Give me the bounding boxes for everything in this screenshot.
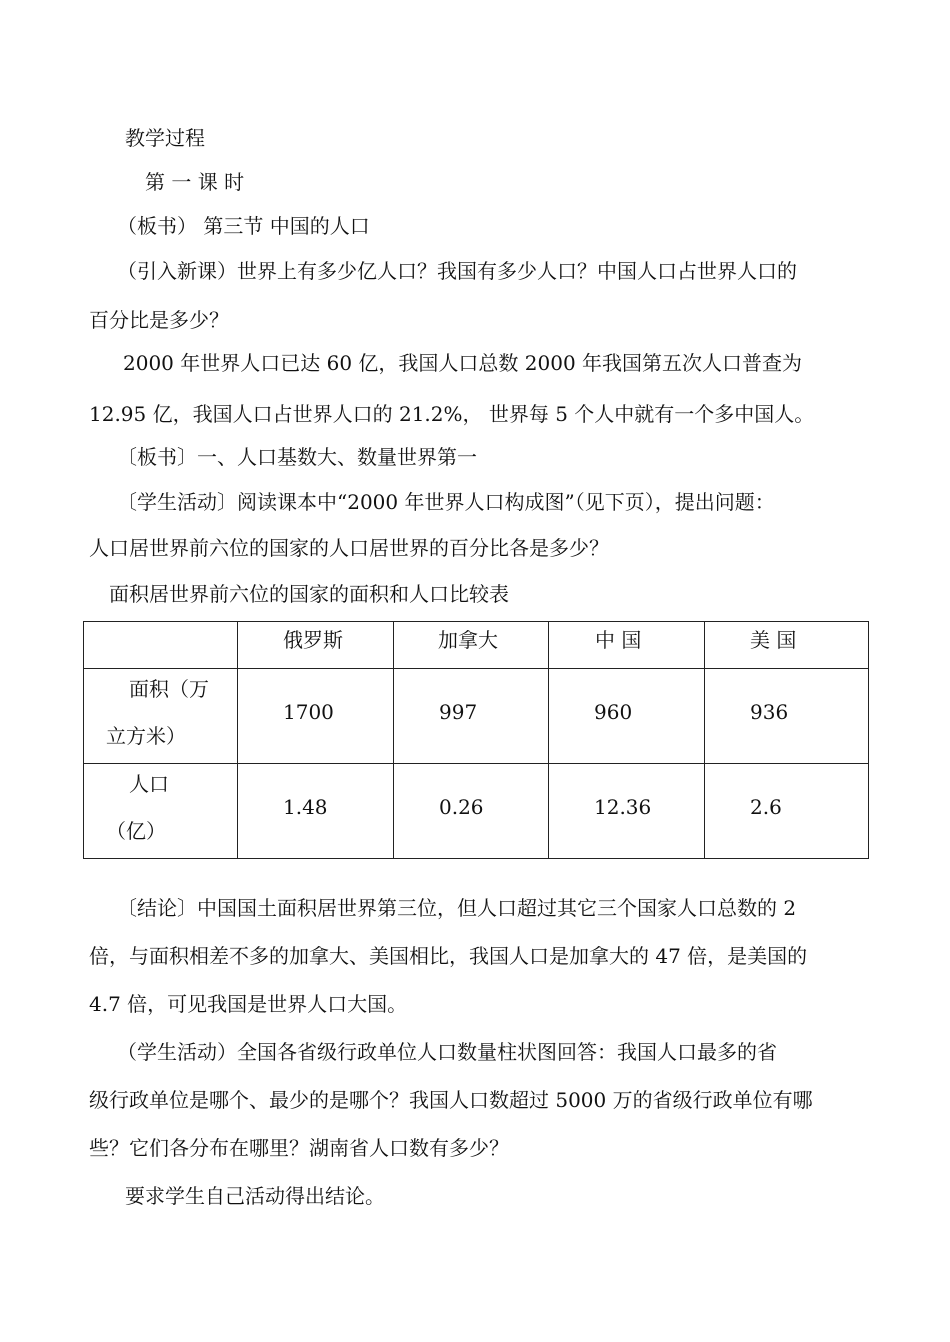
table-cell: 936 <box>705 669 869 764</box>
table-cell: 2.6 <box>705 764 869 859</box>
table-row-label: 面积（万 立方米） <box>84 669 238 764</box>
activity2-line-2: 级行政单位是哪个、最少的是哪个？我国人口数超过 5000 万的省级行政单位有哪 <box>89 1088 813 1112</box>
table-row-population <box>84 764 869 859</box>
activity2-line-3: 些？它们各分布在哪里？湖南省人口数有多少？ <box>89 1136 509 1160</box>
conclusion-line-1: 〔结论〕中国国土面积居世界第三位，但人口超过其它三个国家人口总数的 2 <box>117 896 797 920</box>
board-note-title: （板书） 第三节 中国的人口 <box>117 214 370 238</box>
intro-paragraph-line-2: 百分比是多少？ <box>89 308 229 332</box>
table-header-cell <box>84 622 238 669</box>
activity2-line-1: （学生活动）全国各省级行政单位人口数量柱状图回答：我国人口最多的省 <box>117 1040 777 1064</box>
table-header-cell: 中 国 <box>549 622 705 669</box>
table-header-cell: 美 国 <box>705 622 869 669</box>
table-row-area <box>84 669 869 764</box>
activity-paragraph-line-1: 〔学生活动〕阅读课本中“2000 年世界人口构成图”（见下页），提出问题： <box>117 490 775 514</box>
intro-paragraph-line-1: （引入新课）世界上有多少亿人口？我国有多少人口？中国人口占世界人口的 <box>117 259 797 283</box>
conclusion-line-2: 倍，与面积相差不多的加拿大、美国相比，我国人口是加拿大的 47 倍，是美国的 <box>89 944 808 968</box>
table-header-row <box>84 622 869 669</box>
lesson-label: 第 一 课 时 <box>145 170 245 194</box>
fact-paragraph-line-1: 2000 年世界人口已达 60 亿，我国人口总数 2000 年我国第五次人口普查为 <box>123 351 803 375</box>
table-header-cell: 加拿大 <box>394 622 549 669</box>
table-cell: 1700 <box>238 669 394 764</box>
table-cell: 12.36 <box>549 764 705 859</box>
board-note-point-one: 〔板书〕一、人口基数大、数量世界第一 <box>117 445 477 469</box>
activity-paragraph-line-2: 人口居世界前六位的国家的人口居世界的百分比各是多少？ <box>89 536 609 560</box>
fact-paragraph-line-2: 12.95 亿，我国人口占世界人口的 21.2%， 世界每 5 个人中就有一个多中国人。 <box>89 402 815 426</box>
table-cell: 1.48 <box>238 764 394 859</box>
table-cell: 960 <box>549 669 705 764</box>
comparison-table <box>83 621 869 859</box>
table-cell: 997 <box>394 669 549 764</box>
table-cell: 0.26 <box>394 764 549 859</box>
requirement-line: 要求学生自己活动得出结论。 <box>125 1184 385 1208</box>
section-heading: 教学过程 <box>125 126 205 150</box>
conclusion-line-3: 4.7 倍，可见我国是世界人口大国。 <box>89 992 408 1016</box>
table-row-label: 人口 （亿） <box>84 764 238 859</box>
table-header-cell: 俄罗斯 <box>238 622 394 669</box>
table-caption: 面积居世界前六位的国家的面积和人口比较表 <box>109 582 509 606</box>
